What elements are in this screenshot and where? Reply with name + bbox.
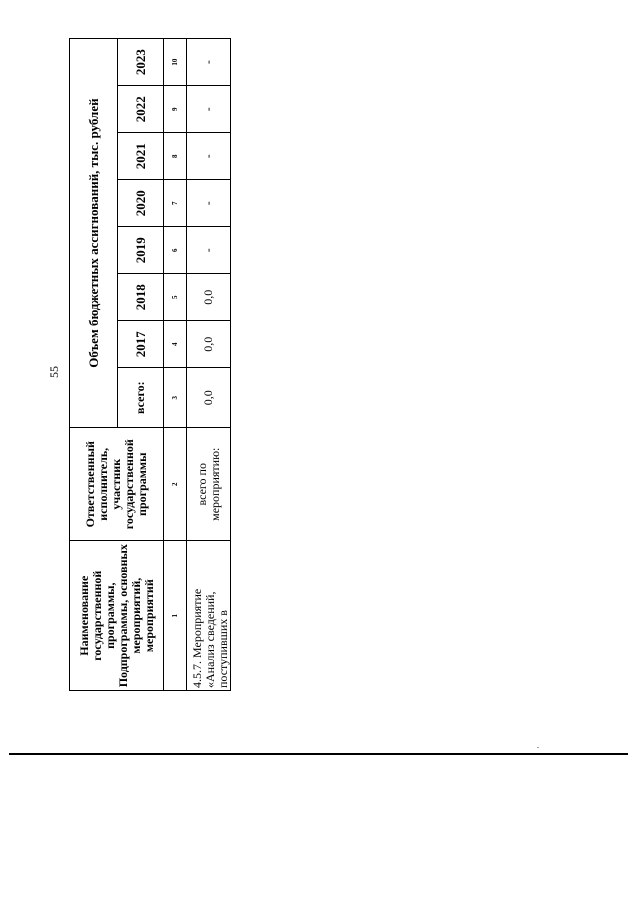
header-year-2018: 2018 <box>118 274 164 321</box>
header-year-2019: 2019 <box>118 227 164 274</box>
column-number: 1 <box>164 541 187 691</box>
budget-allocation-table <box>69 38 231 691</box>
header-program-name: Наименование государственной программы, Подпрограммы, основных мероприятий, мероприятий <box>70 541 164 691</box>
column-numbers-row <box>164 39 187 691</box>
column-number: 10 <box>164 39 187 86</box>
header-year-2022: 2022 <box>118 86 164 133</box>
row-program-name: 4.5.7. Мероприятие «Анализ сведений, поступивших в <box>187 541 231 691</box>
column-number: 7 <box>164 180 187 227</box>
column-number: 6 <box>164 227 187 274</box>
column-number: 3 <box>164 368 187 428</box>
header-year-2023: 2023 <box>118 39 164 86</box>
column-number: 2 <box>164 428 187 541</box>
scan-speck <box>537 747 539 748</box>
column-number: 5 <box>164 274 187 321</box>
column-number: 9 <box>164 86 187 133</box>
header-year-2020: 2020 <box>118 180 164 227</box>
page-number: 55 <box>47 366 61 378</box>
column-number: 8 <box>164 133 187 180</box>
header-total: всего: <box>118 368 164 428</box>
column-number: 4 <box>164 321 187 368</box>
header-budget-group: Объем бюджетных ассигнований, тыс. рублей <box>70 39 118 428</box>
header-year-2017: 2017 <box>118 321 164 368</box>
row-value-2020: - <box>187 180 231 227</box>
table-row <box>187 39 231 691</box>
rotated-table-container <box>69 38 229 691</box>
row-executor: всего по мероприятию: <box>187 428 231 541</box>
header-year-2021: 2021 <box>118 133 164 180</box>
row-value-2017: 0,0 <box>187 321 231 368</box>
row-value-2021: - <box>187 133 231 180</box>
row-value-total: 0,0 <box>187 368 231 428</box>
header-executor: Ответственный исполнитель, участник государственной программы <box>70 428 164 541</box>
row-value-2019: - <box>187 227 231 274</box>
row-value-2018: 0,0 <box>187 274 231 321</box>
horizontal-rule <box>9 753 628 755</box>
row-value-2023: - <box>187 39 231 86</box>
row-value-2022: - <box>187 86 231 133</box>
